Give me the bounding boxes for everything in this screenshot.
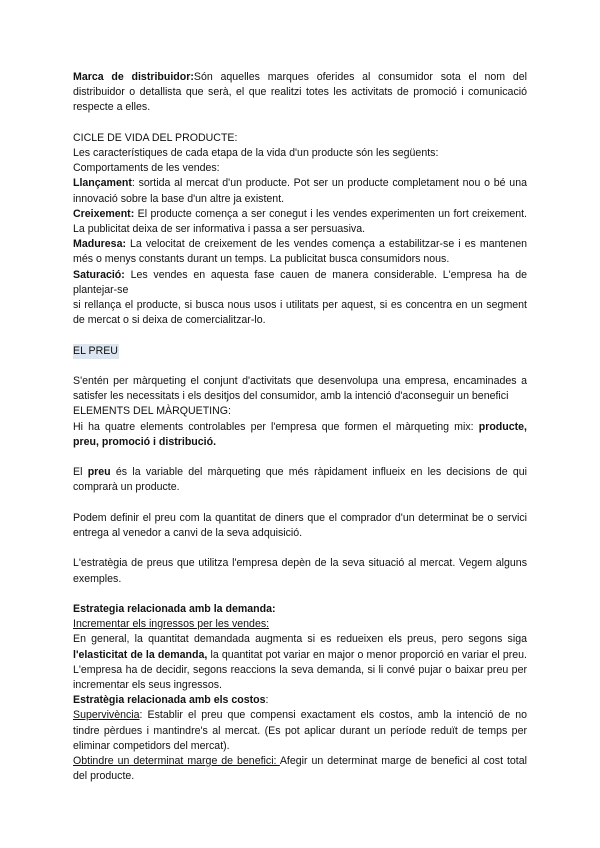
- stage-text: La velocitat de creixement de les vendes comença a estabilitzar-se i es mantenen més o menys constants durant un temps. La publicitat busca consumidors nous.: [73, 238, 527, 266]
- elements-text: Hi ha quatre elements controlables per l'empresa que formen el màrqueting mix:: [73, 420, 479, 433]
- costos-heading-line: [73, 693, 527, 708]
- costos-heading-tail: :: [265, 694, 269, 707]
- stage-maduresa: [73, 237, 527, 267]
- marca-paragraph: [73, 70, 527, 116]
- supervivencia-text: : Establir el preu que compensi exactament els costos, amb la intenció de no tindre pèrdues i mantindre's al mercat. (Es pot aplicar durant un període reduït de temps per eliminar competidors del mercat).: [73, 709, 527, 752]
- marge-paragraph: [73, 754, 527, 784]
- marca-term: Marca de distribuidor:: [73, 71, 194, 83]
- preu-paragraph-2: Podem definir el preu com la quantitat de diners que el comprador d'un determinat be o servici entrega al venedor a canvi de la seva adquisició.: [73, 511, 527, 540]
- stage-term: Llançament: [73, 177, 132, 190]
- demanda-text-start: En general, la quantitat demandada augmenta si es redueixen els preus, pero segons siga: [73, 633, 527, 646]
- costos-heading: Estratègia relacionada amb els costos: [73, 694, 266, 707]
- stage-llancament: [73, 176, 527, 206]
- demanda-sub: Incrementar els ingressos per les vendes:: [73, 618, 270, 631]
- stage-creixement: [73, 207, 527, 237]
- saturacio-continuation: si rellança el producte, si busca nous usos i utilitats per aquest, si es concentra en un segment de mercat o si deixa de comercialitzar-lo.: [73, 299, 527, 327]
- demanda-bold: l'elasticitat de la demanda,: [73, 648, 208, 661]
- demanda-paragraph: [73, 632, 527, 693]
- preu-heading-line: [73, 344, 527, 359]
- preu-heading: EL PREU: [73, 344, 118, 357]
- preu-paragraph-3: L'estratègia de preus que utilitza l'empresa depèn de la seva situació al mercat. Vegem alguns exemples.: [73, 557, 527, 585]
- stage-text: : sortida al mercat d'un producte. Pot ser un producte completament nou o bé una innovació sobre la base d'un altre ja existent.: [73, 177, 527, 205]
- stage-term: Creixement:: [73, 207, 135, 220]
- demanda-sub-line: [73, 617, 527, 632]
- elements-paragraph: [73, 420, 527, 450]
- p1-start: El: [73, 466, 88, 479]
- stage-term: Saturació:: [73, 268, 125, 281]
- stage-term: Maduresa:: [73, 238, 126, 251]
- stage-text: Les vendes en aquesta fase cauen de manera considerable. L'empresa ha de plantejar-se: [73, 268, 527, 296]
- demanda-text-end: la quantitat pot variar en major o menor proporció en variar el preu. L'empresa ha de decidir, segons reaccions la seva demanda, si li convé pujar o baixar preu per incrementar els seus ingressos.: [73, 648, 527, 692]
- elements-bold: producte, preu, promoció i distribució.: [73, 420, 527, 448]
- cicle-intro: Les característiques de cada etapa de la vida d'un producte són les següents:: [73, 147, 439, 159]
- marge-label: Obtindre un determinat marge de benefici:: [73, 755, 280, 768]
- elements-heading: ELEMENTS DEL MÀRQUETING:: [73, 405, 231, 418]
- cicle-heading: CICLE DE VIDA DEL PRODUCTE:: [73, 131, 238, 144]
- document-page: [73, 70, 527, 784]
- p1-end: és la variable del màrqueting que més ràpidament influeix en les decisions de qui comprarà un producte.: [73, 466, 527, 494]
- supervivencia-label: Supervivència: [73, 709, 140, 722]
- preu-paragraph-1: [73, 465, 527, 495]
- supervivencia-paragraph: [73, 708, 527, 754]
- preu-definition: S'entén per màrqueting el conjunt d'activitats que desenvolupa una empresa, encaminades a satisfer les necessitats i els desitjos del consumidor, amb la intenció d'aconseguir un benefici: [73, 375, 527, 403]
- stage-saturacio: [73, 268, 527, 298]
- p1-bold: preu: [87, 466, 111, 479]
- marge-text: Afegir un determinat marge de benefici al cost total del producte.: [73, 755, 527, 783]
- cicle-sub: Comportaments de les vendes:: [73, 162, 220, 175]
- stage-text: El producte comença a ser conegut i les vendes experimenten un fort creixement. La publicitat deixa de ser informativa i passa a ser persuasiva.: [73, 207, 527, 236]
- demanda-heading: Estrategia relacionada amb la demanda:: [73, 603, 276, 615]
- marca-text: Són aquelles marques oferides al consumidor sota el nom del distribuidor o detallista que serà, el que realitzi totes les activitats de promoció i comunicació respecte a elles.: [73, 71, 527, 114]
